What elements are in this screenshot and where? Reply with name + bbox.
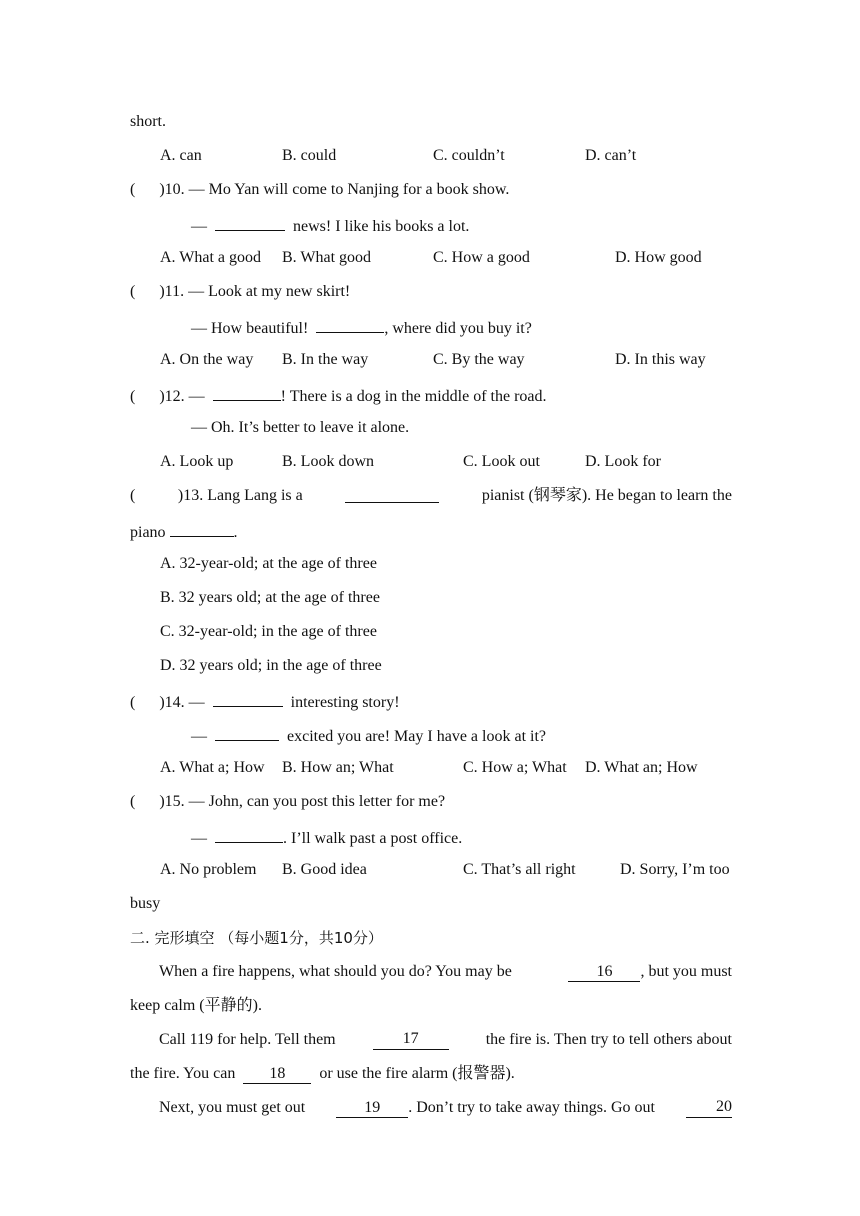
answer-blank [213,690,283,707]
q15-option-c: C. That’s all right [463,861,576,878]
question-13: ( )13. Lang Lang is a pianist (钢琴家). He began to learn the [130,487,732,504]
blank-16: 16 [568,963,640,982]
question-12: ( )12. — ! There is a dog in the middle of the road. [130,384,547,407]
passage-line-3: Call 119 for help. Tell them 17 the fire is. Then try to tell others about [159,1030,732,1048]
section-title: 二. 完形填空 （每小题1分，共10分） [130,929,383,947]
blank-17: 17 [373,1030,449,1050]
blank-19: 19 [336,1099,408,1118]
question-15-response: — . I’ll walk past a post office. [191,826,462,849]
passage-line-2: keep calm (平静的). [130,997,262,1014]
question-10-response: — news! I like his books a lot. [191,214,469,237]
q12-option-a: A. Look up [160,453,234,470]
question-12-response: — Oh. It’s better to leave it alone. [191,419,410,436]
q10-option-d: D. How good [615,249,702,266]
q15-option-a: A. No problem [160,861,257,878]
blank-18: 18 [243,1065,311,1084]
question-11-stem: )11. — Look at my new skirt! [159,283,351,300]
q12-option-b: B. Look down [282,453,374,470]
q13-option-a: A. 32-year-old; at the age of three [160,555,377,572]
question-11: ( )11. — Look at my new skirt! [130,283,351,300]
answer-blank [170,520,234,537]
q15-option-b: B. Good idea [282,861,367,878]
q11-option-c: C. By the way [433,351,525,368]
q14-option-d: D. What an; How [585,759,698,776]
answer-blank [345,486,439,503]
passage-line-5: Next, you must get out 19 . Don’t try to take away things. Go out 20 [159,1098,732,1116]
q14-option-b: B. How an; What [282,759,394,776]
answer-blank [215,826,283,843]
q11-option-a: A. On the way [160,351,254,368]
q9-option-a: A. can [160,147,202,164]
question-15: ( )15. — John, can you post this letter for me? [130,793,446,810]
q10-option-b: B. What good [282,249,372,266]
passage-line-1: When a fire happens, what should you do? You may be 16 , but you must [159,963,732,980]
q9-option-c: C. couldn’t [433,147,505,164]
blank-20: 20 [686,1098,732,1118]
question-11-response: — How beautiful! , where did you buy it? [191,316,532,339]
q9-option-b: B. could [282,147,337,164]
q10-option-a: A. What a good [160,249,262,266]
q11-option-d: D. In this way [615,351,706,368]
q13-option-c: C. 32-year-old; in the age of three [160,623,377,640]
q10-option-c: C. How a good [433,249,530,266]
passage-line-4: the fire. You can 18 or use the fire alarm (报警器). [130,1065,515,1082]
question-10 [130,180,509,200]
q13-option-b: B. 32 years old; at the age of three [160,589,380,606]
q12-option-c: C. Look out [463,453,540,470]
answer-blank [215,214,285,231]
q15-option-d: D. Sorry, I’m too [620,861,730,878]
question-14: ( )14. — interesting story! [130,690,400,713]
q14-option-a: A. What a; How [160,759,265,776]
q9-option-d: D. can’t [585,147,637,164]
answer-blank [215,724,279,741]
q13-option-d: D. 32 years old; in the age of three [160,657,382,674]
q12-option-d: D. Look for [585,453,661,470]
question-10-stem: )10. — Mo Yan will come to Nanjing for a book show. [159,181,510,198]
answer-blank [316,316,384,333]
question-15-stem: )15. — John, can you post this letter for me? [159,793,446,810]
q11-option-b: B. In the way [282,351,369,368]
q14-option-c: C. How a; What [463,759,567,776]
q9-continuation: short. [130,113,166,130]
answer-paren: ( [130,181,136,198]
q15-option-d-continuation: busy [130,895,161,912]
question-13-continuation: piano . [130,520,238,543]
answer-blank [213,384,281,401]
question-14-response: — excited you are! May I have a look at it? [191,724,546,747]
